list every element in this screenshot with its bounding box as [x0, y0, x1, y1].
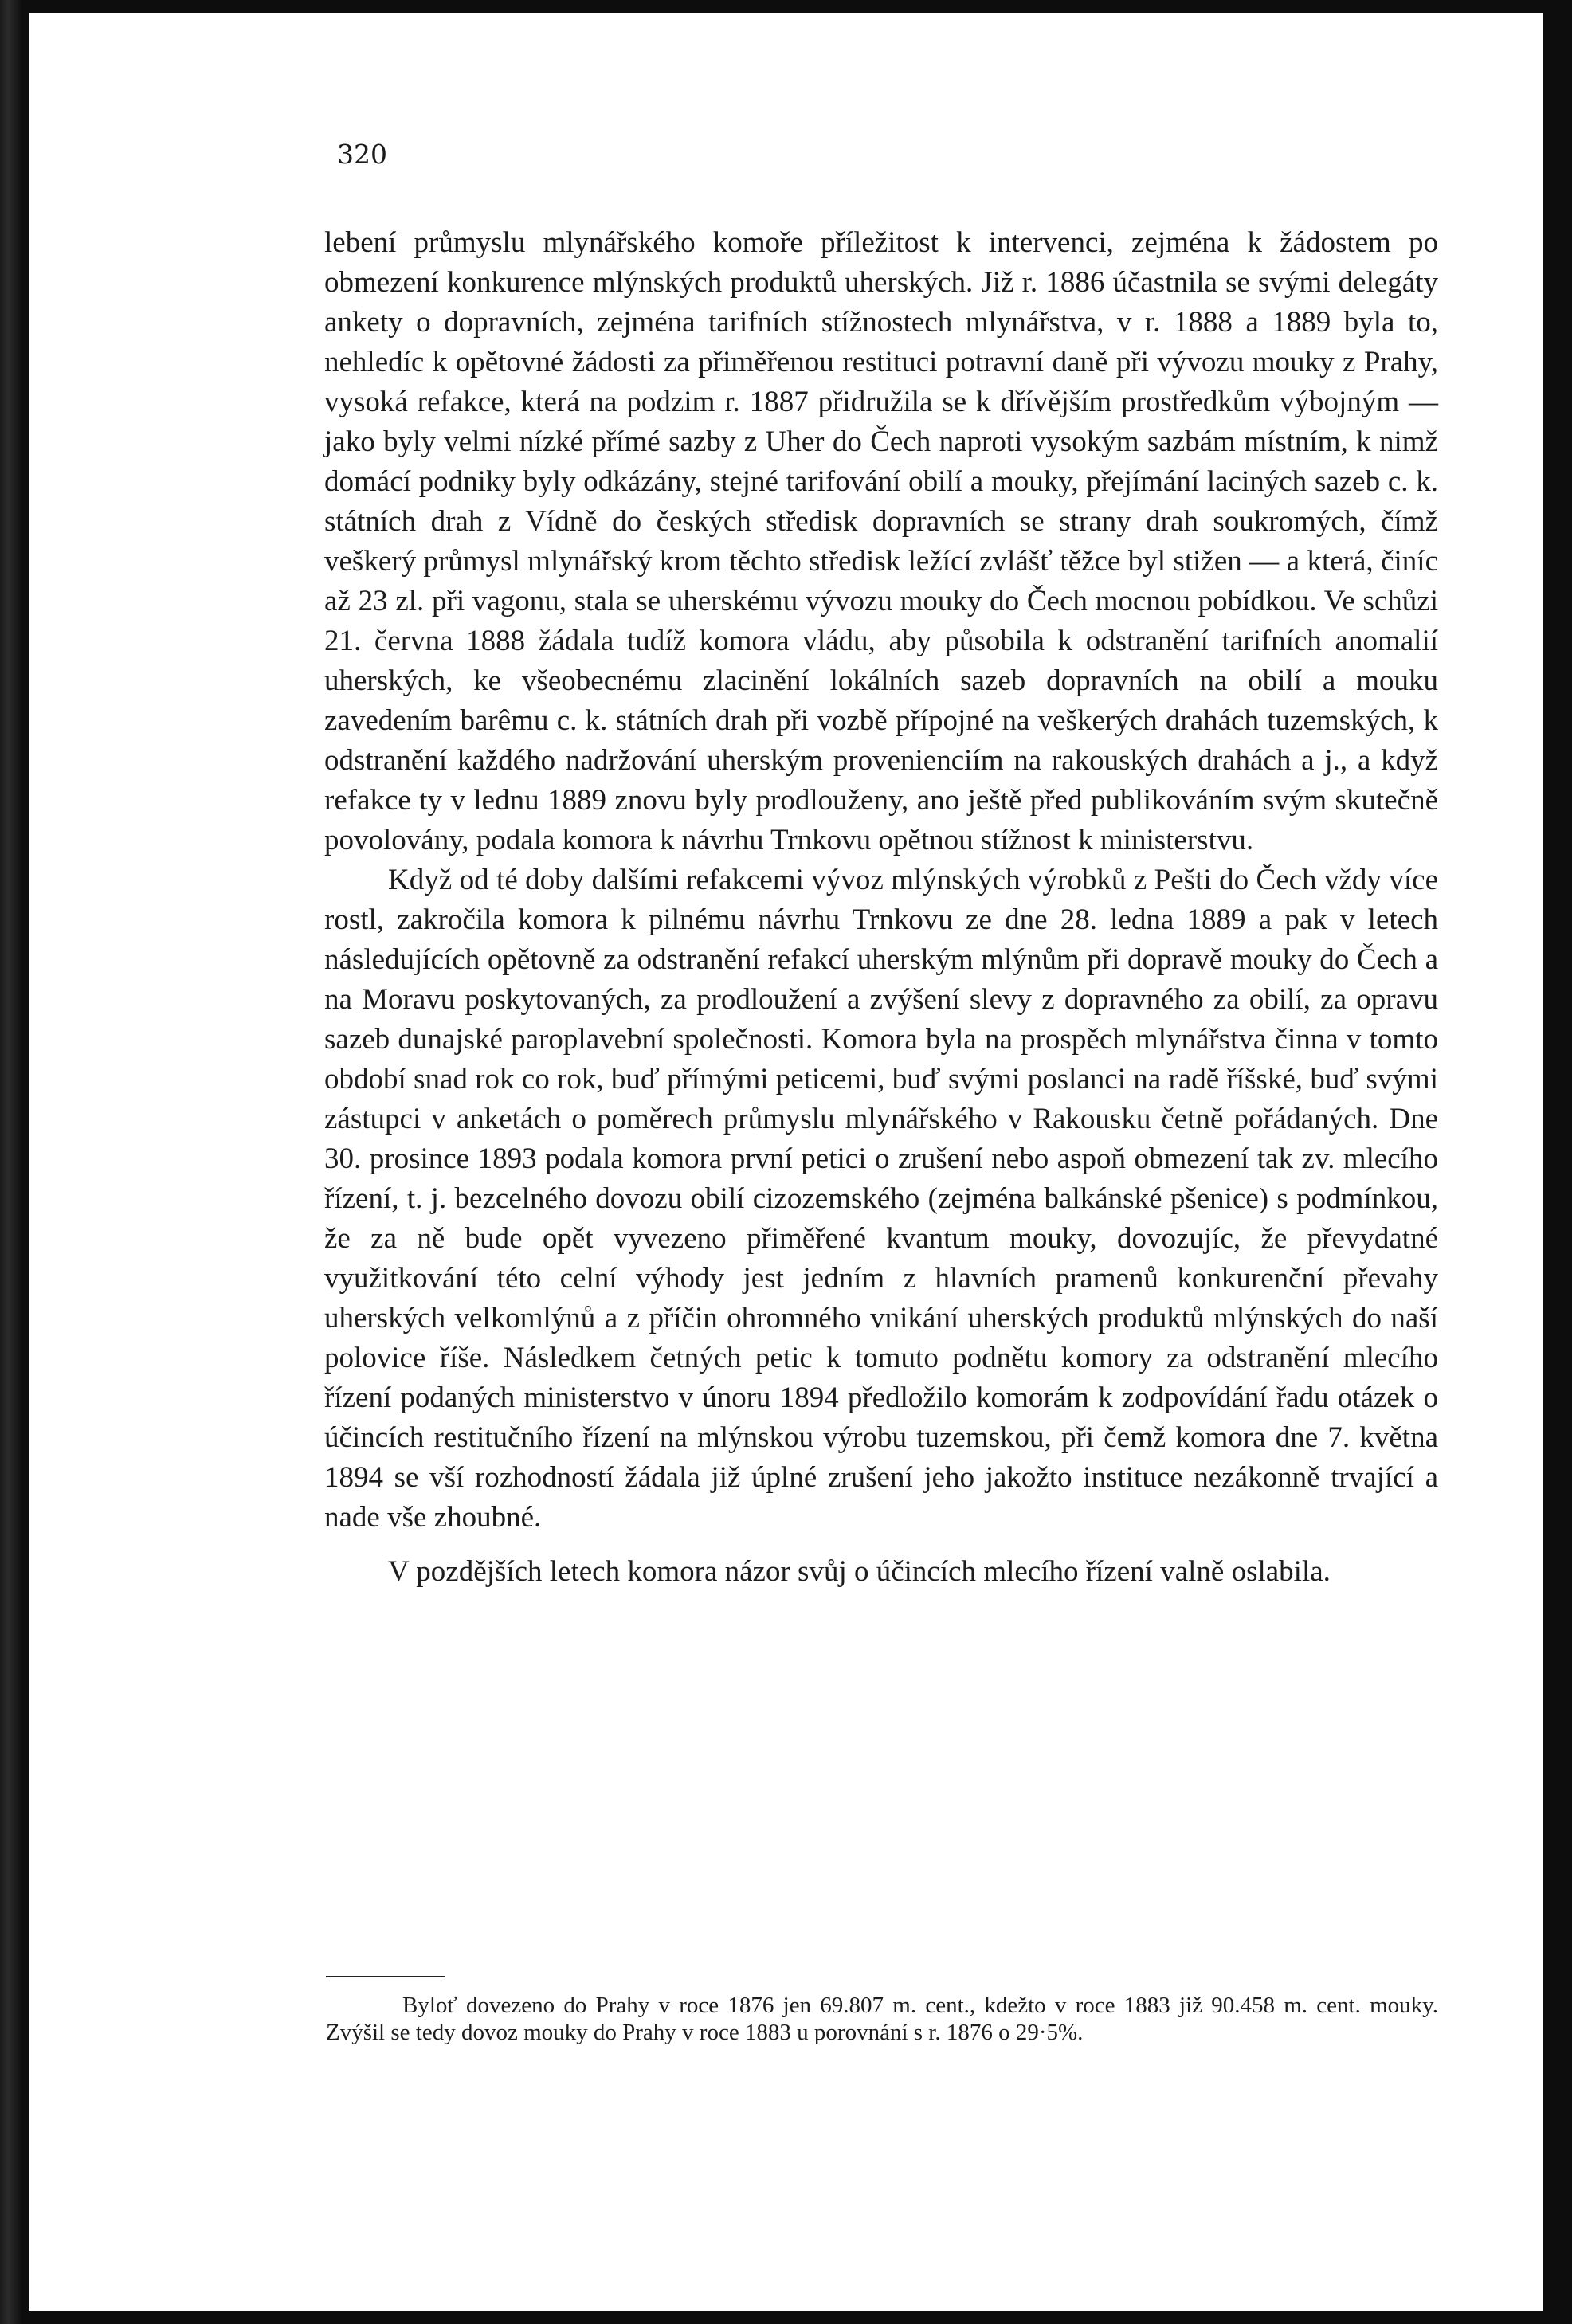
book-spine-edge: [0, 0, 21, 2324]
page-number: 320: [337, 139, 387, 170]
scanned-page: [29, 13, 1543, 2311]
main-text-block: [324, 223, 1438, 1592]
footnote-text: Byloť dovezeno do Prahy v roce 1876 jen 69.807 m. cent., kdežto v roce 1883 již 90.458 m. cent. mouky. Zvýšil se tedy dovoz mouky do Prahy v roce 1883 u porovnání s r. 1876 o 29·5%.: [326, 1993, 1438, 2045]
paragraph-1: lebení průmyslu mlynářského komoře příležitost k intervenci, zejména k žádostem po obmezení konkurence mlýnských produktů uherských. Již r. 1886 účastnila se svými delegáty ankety o dopravních, zejména tarifních stížnostech mlynářstva, v r. 1888 a 1889 byla to, nehledíc k opětovné žádosti za přiměřenou restituci potravní daně při vývozu mouky z Prahy, vysoká refakce, která na podzim r. 1887 přidružila se k dřívějším prostředkům výbojným — jako byly velmi nízké přímé sazby z Uher do Čech naproti vysokým sazbám místním, k nimž domácí podniky byly odkázány, stejné tarifování obilí a mouky, přejímání laciných sazeb c. k. státních drah z Vídně do českých středisk dopravních se strany drah soukromých, čímž veškerý průmysl mlynářský krom těchto středisk ležící zvlášť těžce byl stižen — a která, činíc až 23 zl. při vagonu, stala se uherskému vývozu mouky do Čech mocnou pobídkou. Ve schůzi 21. června 1888 žádala tudíž komora vládu, aby působila k odstranění tarifních anomalií uherských, ke všeobecnému zlacinění lokálních sazeb dopravních na obilí a mouku zavedením barêmu c. k. státních drah při vozbě přípojné na veškerých drahách tuzemských, k odstranění každého nadržování uherským provenienciím na rakouských drahách a j., a když refakce ty v lednu 1889 znovu byly prodlouženy, ano ještě před publikováním svým skutečně povolovány, podala komora k návrhu Trnkovu opětnou stížnost k ministerstvu.: [324, 226, 1438, 856]
footnote-divider: [326, 1976, 445, 1977]
paragraph-3: V pozdějších letech komora názor svůj o účincích mlecího řízení valně oslabila.: [388, 1555, 1331, 1588]
footnote: [326, 1992, 1438, 2046]
paragraph-2: Když od té doby dalšími refakcemi vývoz mlýnských výrobků z Pešti do Čech vždy více rostl, zakročila komora k pilnému návrhu Trnkovu ze dne 28. ledna 1889 a pak v letech následujících opětovně za odstranění refakcí uherským mlýnům při dopravě mouky do Čech a na Moravu poskytovaných, za prodloužení a zvýšení slevy z dopravného za obilí, za opravu sazeb dunajské paroplavební společnosti. Komora byla na prospěch mlynářstva činna v tomto období snad rok co rok, buď přímými peticemi, buď svými poslanci na radě říšské, buď svými zástupci v anketách o poměrech průmyslu mlynářského v Rakousku četně pořádaných. Dne 30. prosince 1893 podala komora první petici o zrušení nebo aspoň obmezení tak zv. mlecího řízení, t. j. bezcelného dovozu obilí cizozemského (zejména balkánské pšenice) s podmínkou, že za ně bude opět vyvezeno přiměřené kvantum mouky, dovozujíc, že převydatné využitkování této celní výhody jest jedním z hlavních pramenů konkurenční převahy uherských velkomlýnů a z příčin ohromného vnikání uherských produktů mlýnských do naší polovice říše. Následkem četných petic k tomuto podnětu komory za odstranění mlecího řízení podaných ministerstvo v únoru 1894 předložilo komorám k zodpovídání řadu otázek o účincích restitučního řízení na mlýnskou výrobu tuzemskou, při čemž komora dne 7. května 1894 se vší rozhodností žádala již úplné zrušení jeho jakožto instituce nezákonně trvající a nade vše zhoubné.: [324, 864, 1438, 1534]
